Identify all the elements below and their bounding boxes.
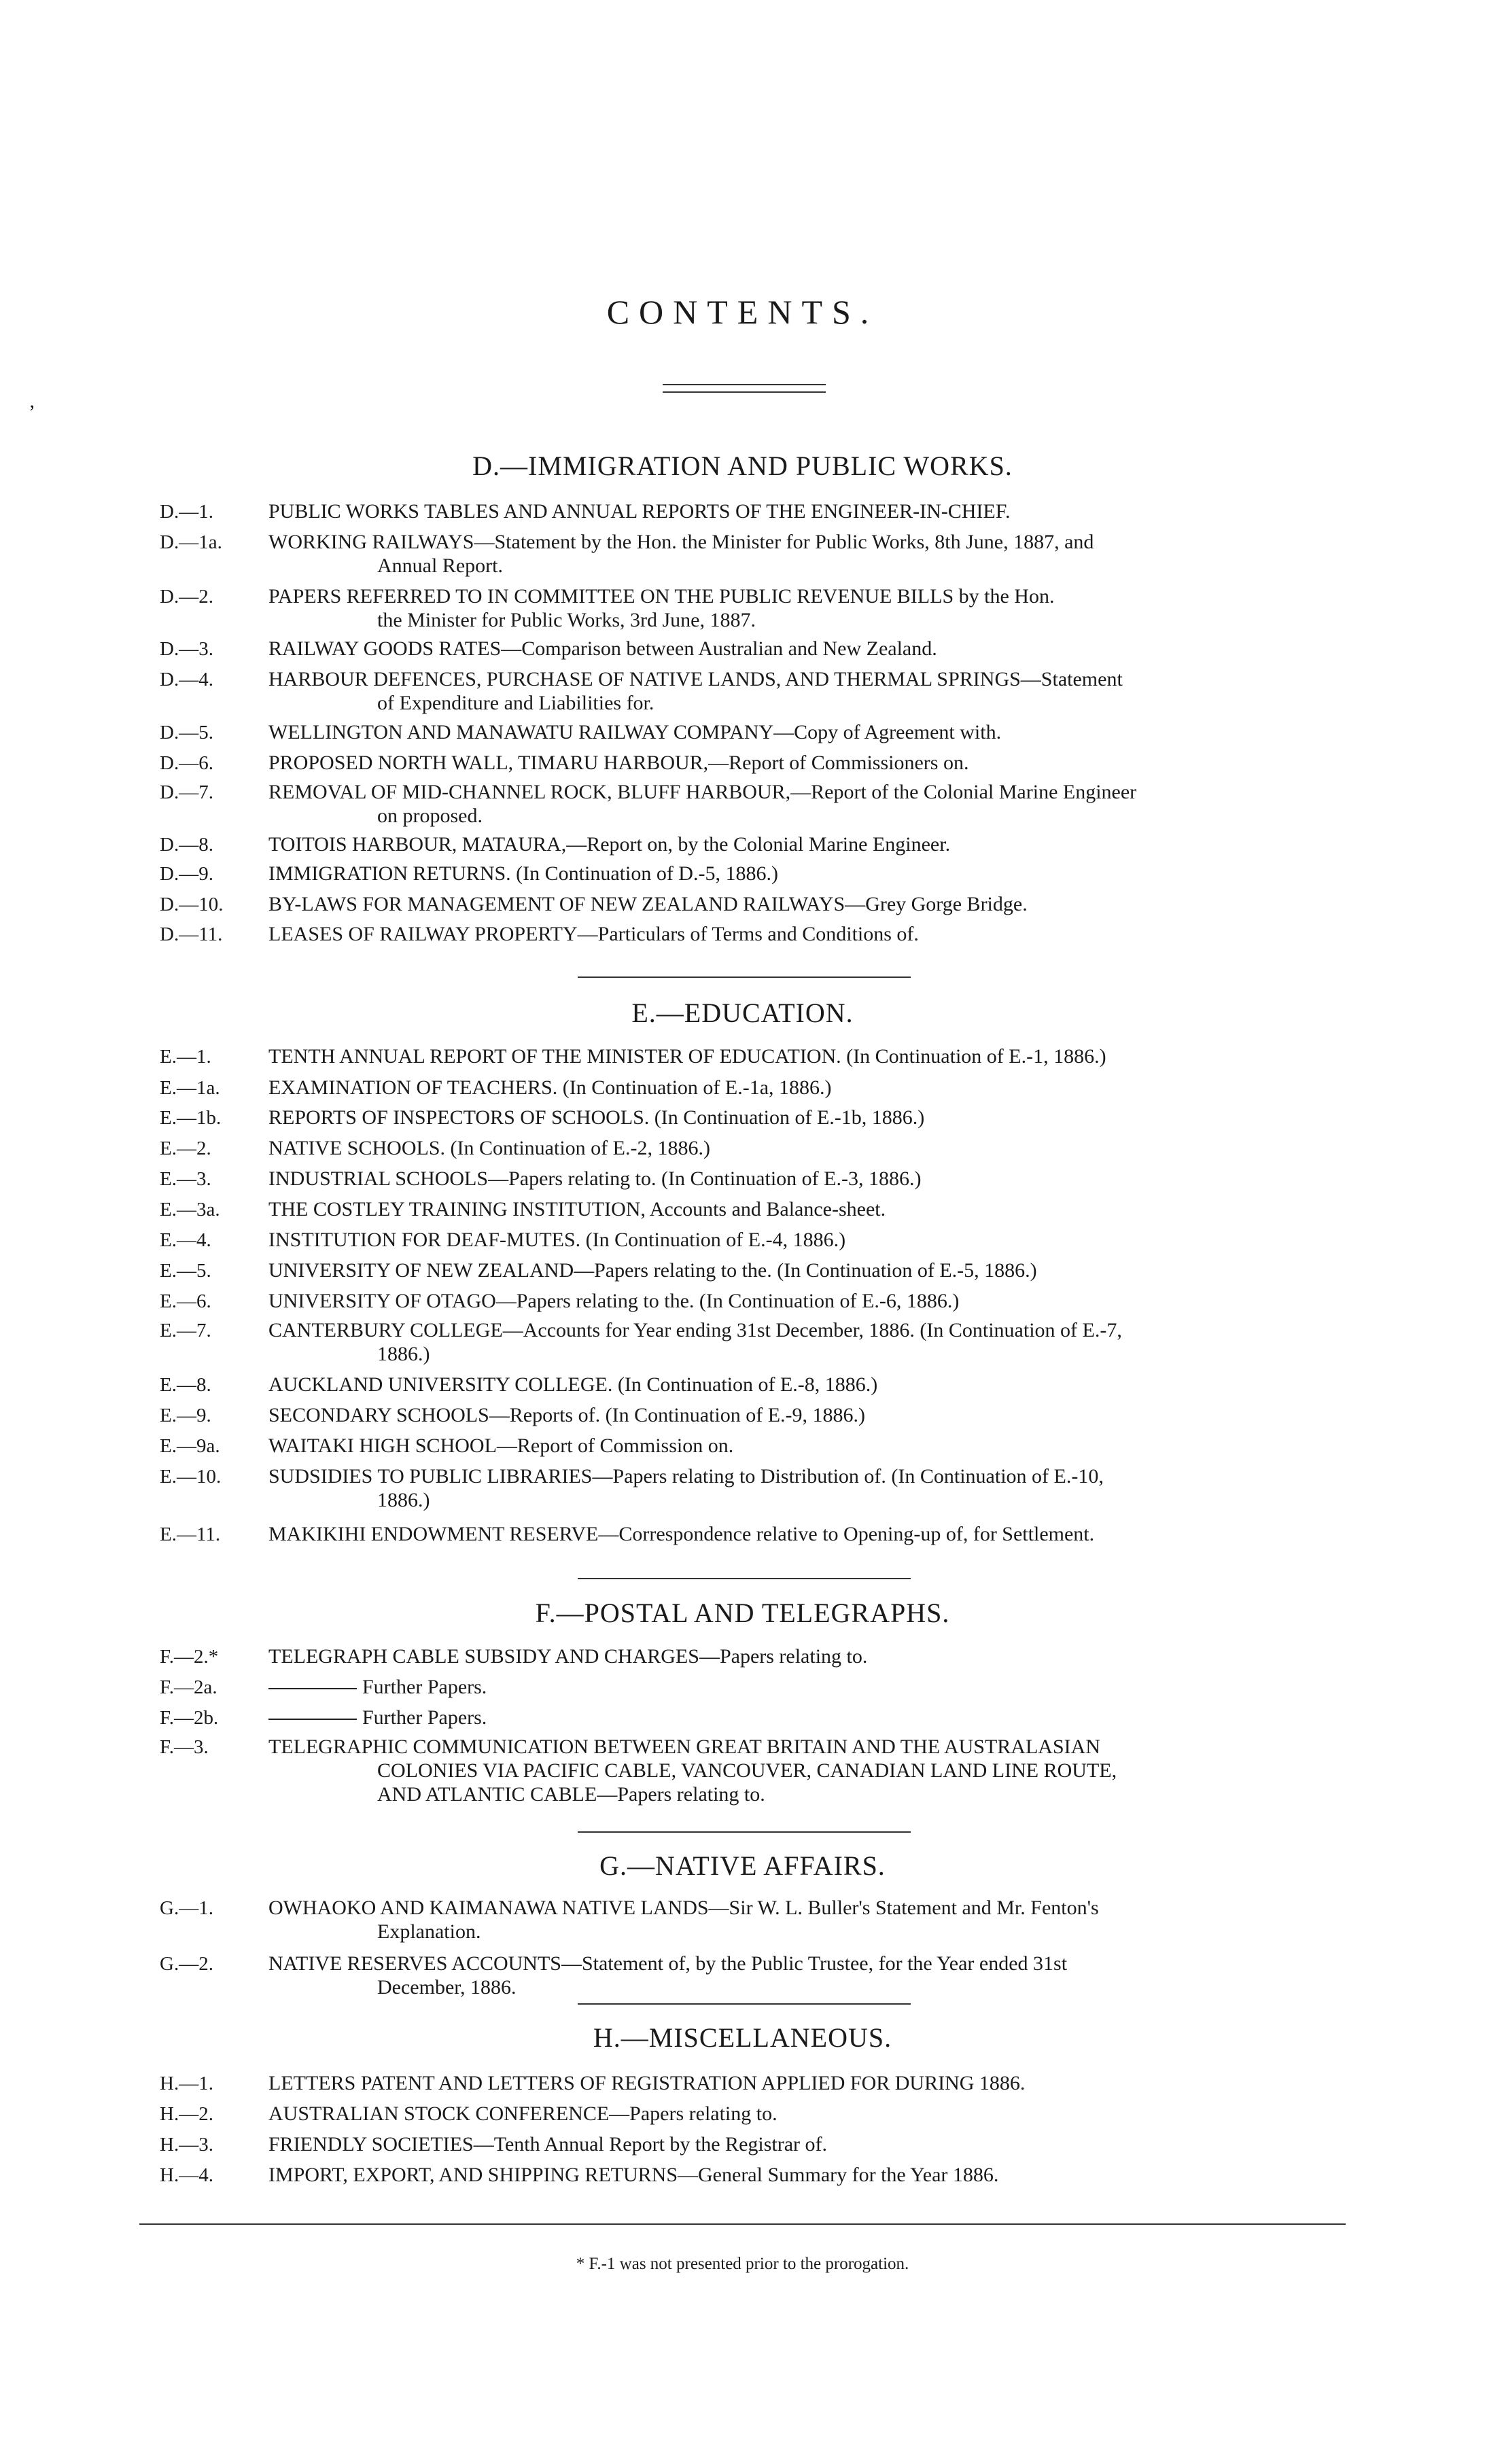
entry-text: WORKING RAILWAYS—Statement by the Hon. the Minister for Public Works, 8th June, 1887, and Annual Report. — [268, 531, 1094, 577]
entry-code: G.—2. — [160, 1953, 213, 1975]
margin-mark: ’ — [29, 401, 35, 423]
section-heading-g: G.—NATIVE AFFAIRS. — [599, 1850, 886, 1881]
entry-text: THE COSTLEY TRAINING INSTITUTION, Accounts and Balance-sheet. — [268, 1198, 886, 1220]
entry-text: INSTITUTION FOR DEAF-MUTES. (In Continuation of E.-4, 1886.) — [268, 1229, 846, 1251]
footnote-rule — [139, 2223, 1346, 2225]
entry-text: TELEGRAPHIC COMMUNICATION BETWEEN GREAT BRITAIN AND THE AUSTRALASIAN COLONIES VIA PACIFIC CABLE, VANCOUVER, CANADIAN LAND LINE ROUTE, AND ATLANTIC CABLE—Papers relating to. — [268, 1736, 1117, 1806]
entry-text: WELLINGTON AND MANAWATU RAILWAY COMPANY—Copy of Agreement with. — [268, 721, 1002, 743]
entry-code: D.—9. — [160, 863, 213, 885]
entry-code: H.—4. — [160, 2164, 213, 2186]
entry-text: REMOVAL OF MID-CHANNEL ROCK, BLUFF HARBOUR,—Report of the Colonial Marine Engineer on proposed. — [268, 781, 1137, 827]
entry-code: H.—3. — [160, 2134, 213, 2155]
entry-text: UNIVERSITY OF OTAGO—Papers relating to the. (In Continuation of E.-6, 1886.) — [268, 1290, 960, 1312]
entry-text: Further Papers. — [268, 1675, 1339, 1699]
entry-code: E.—3a. — [160, 1199, 220, 1220]
entry-text: NATIVE RESERVES ACCOUNTS—Statement of, by the Public Trustee, for the Year ended 31st December, 1886. — [268, 1952, 1068, 1999]
section-divider — [578, 1831, 911, 1833]
entry-text: INDUSTRIAL SCHOOLS—Papers relating to. (In Continuation of E.-3, 1886.) — [268, 1167, 922, 1190]
entry-text: PAPERS REFERRED TO IN COMMITTEE ON THE PUBLIC REVENUE BILLS by the Hon. the Minister for Public Works, 3rd June, 1887. — [268, 585, 1055, 631]
entry-code: E.—8. — [160, 1374, 211, 1396]
entry-code: G.—1. — [160, 1897, 213, 1919]
entry-code: E.—6. — [160, 1290, 211, 1312]
entry-code: E.—9. — [160, 1405, 211, 1426]
entry-text: TOITOIS HARBOUR, MATAURA,—Report on, by the Colonial Marine Engineer. — [268, 833, 951, 856]
entry-text: Further Papers. — [268, 1706, 1339, 1729]
entry-text: AUCKLAND UNIVERSITY COLLEGE. (In Continuation of E.-8, 1886.) — [268, 1373, 878, 1396]
section-divider — [578, 2003, 911, 2005]
ditto-dash — [268, 1719, 357, 1720]
entry-code: F.—3. — [160, 1736, 209, 1758]
entry-code: E.—1a. — [160, 1077, 220, 1099]
entry-code: H.—2. — [160, 2103, 213, 2125]
entry-text: MAKIKIHI ENDOWMENT RESERVE—Correspondence relative to Opening-up of, for Settlement. — [268, 1523, 1095, 1545]
entry-text: EXAMINATION OF TEACHERS. (In Continuation of E.-1a, 1886.) — [268, 1076, 832, 1099]
section-divider — [578, 976, 911, 978]
entry-code: D.—8. — [160, 834, 213, 856]
entry-code: E.—10. — [160, 1466, 222, 1488]
entry-code: E.—7. — [160, 1320, 211, 1341]
entry-text: NATIVE SCHOOLS. (In Continuation of E.-2, 1886.) — [268, 1137, 710, 1159]
section-heading-d: D.—IMMIGRATION AND PUBLIC WORKS. — [472, 451, 1013, 481]
entry-code: D.—4. — [160, 669, 213, 690]
entry-text: AUSTRALIAN STOCK CONFERENCE—Papers relating to. — [268, 2102, 778, 2125]
entry-text: LEASES OF RAILWAY PROPERTY—Particulars of Terms and Conditions of. — [268, 923, 919, 945]
entry-text: OWHAOKO AND KAIMANAWA NATIVE LANDS—Sir W. L. Buller's Statement and Mr. Fenton's Explanation. — [268, 1897, 1099, 1943]
entry-text: IMMIGRATION RETURNS. (In Continuation of D.-5, 1886.) — [268, 862, 778, 885]
entry-text: IMPORT, EXPORT, AND SHIPPING RETURNS—General Summary for the Year 1886. — [268, 2164, 999, 2186]
entry-text: CANTERBURY COLLEGE—Accounts for Year ending 31st December, 1886. (In Continuation of E.-7, 1886.) — [268, 1319, 1122, 1365]
entry-text: PROPOSED NORTH WALL, TIMARU HARBOUR,—Report of Commissioners on. — [268, 752, 969, 774]
entry-code: D.—2. — [160, 586, 213, 608]
entry-code: D.—11. — [160, 923, 223, 945]
entry-text: SECONDARY SCHOOLS—Reports of. (In Continuation of E.-9, 1886.) — [268, 1404, 866, 1426]
entry-code: D.—6. — [160, 752, 213, 774]
entry-code: E.—3. — [160, 1168, 211, 1190]
entry-code: D.—5. — [160, 722, 213, 743]
entry-text: LETTERS PATENT AND LETTERS OF REGISTRATION APPLIED FOR DURING 1886. — [268, 2072, 1026, 2094]
entry-code: E.—4. — [160, 1229, 211, 1251]
ditto-dash — [268, 1688, 357, 1689]
entry-code: D.—1a. — [160, 531, 222, 553]
entry-code: F.—2.* — [160, 1646, 219, 1668]
entry-text: FRIENDLY SOCIETIES—Tenth Annual Report by the Registrar of. — [268, 2133, 828, 2155]
entry-code: E.—2. — [160, 1138, 211, 1159]
entry-text: REPORTS OF INSPECTORS OF SCHOOLS. (In Continuation of E.-1b, 1886.) — [268, 1106, 925, 1129]
entry-code: D.—3. — [160, 638, 213, 660]
entry-text: SUDSIDIES TO PUBLIC LIBRARIES—Papers relating to Distribution of. (In Continuation of E.-10, 1886.) — [268, 1465, 1104, 1511]
entry-text: RAILWAY GOODS RATES—Comparison between Australian and New Zealand. — [268, 637, 937, 660]
entry-code: E.—1. — [160, 1046, 211, 1068]
entry-text: PUBLIC WORKS TABLES AND ANNUAL REPORTS OF THE ENGINEER-IN-CHIEF. — [268, 500, 1011, 523]
section-heading-e: E.—EDUCATION. — [631, 998, 854, 1028]
entry-code: D.—7. — [160, 781, 213, 803]
entry-code: E.—9a. — [160, 1435, 220, 1457]
section-divider — [578, 1578, 911, 1579]
entry-text: WAITAKI HIGH SCHOOL—Report of Commission on. — [268, 1435, 734, 1457]
entry-code: D.—10. — [160, 894, 224, 915]
entry-text: UNIVERSITY OF NEW ZEALAND—Papers relating to the. (In Continuation of E.-5, 1886.) — [268, 1259, 1037, 1282]
page-title: CONTENTS. — [606, 293, 879, 331]
entry-code: F.—2a. — [160, 1676, 217, 1698]
entry-text: TENTH ANNUAL REPORT OF THE MINISTER OF EDUCATION. (In Continuation of E.-1, 1886.) — [268, 1045, 1106, 1068]
entry-text: HARBOUR DEFENCES, PURCHASE OF NATIVE LANDS, AND THERMAL SPRINGS—Statement of Expenditure and Liabilities for. — [268, 668, 1123, 714]
entry-text: BY-LAWS FOR MANAGEMENT OF NEW ZEALAND RAILWAYS—Grey Gorge Bridge. — [268, 893, 1028, 915]
section-heading-f: F.—POSTAL AND TELEGRAPHS. — [535, 1598, 950, 1628]
section-heading-h: H.—MISCELLANEOUS. — [593, 2022, 892, 2053]
title-double-rule — [663, 384, 826, 393]
entry-code: D.—1. — [160, 501, 213, 523]
entry-code: F.—2b. — [160, 1707, 219, 1729]
entry-code: E.—11. — [160, 1524, 221, 1545]
footnote: * F.-1 was not presented prior to the prorogation. — [576, 2255, 909, 2273]
entry-text: TELEGRAPH CABLE SUBSIDY AND CHARGES—Papers relating to. — [268, 1645, 868, 1668]
entry-code: E.—5. — [160, 1260, 211, 1282]
entry-code: E.—1b. — [160, 1107, 222, 1129]
entry-code: H.—1. — [160, 2073, 213, 2094]
